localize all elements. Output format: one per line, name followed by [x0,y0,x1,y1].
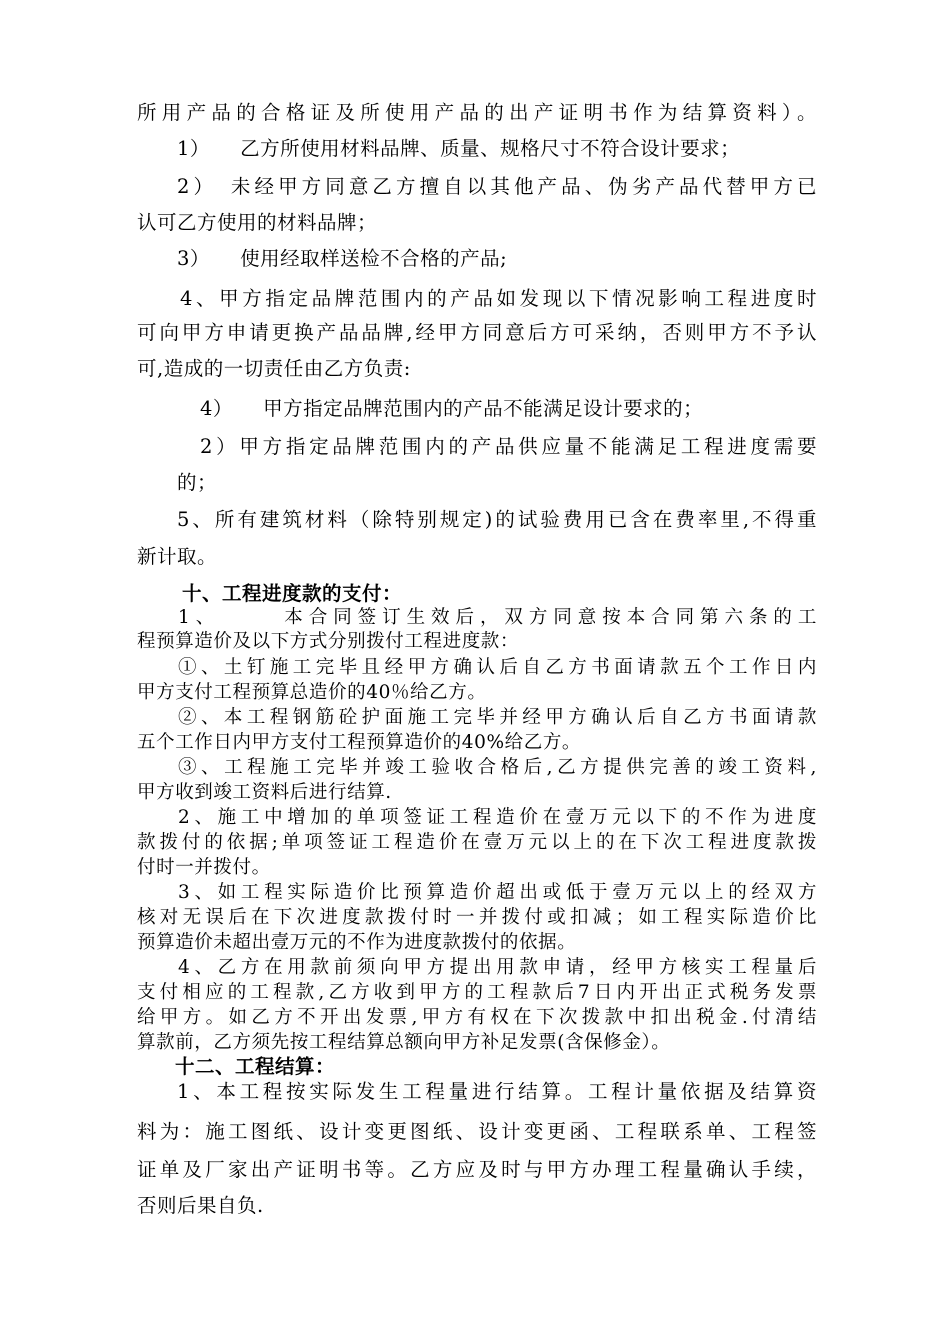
paragraph-line: 付时一并拨付。 [137,857,271,878]
section-heading-10: 十、工程进度款的支付： [182,582,403,605]
paragraph-line: 核对无误后在下次进度款拨付时一并拨付或扣减；如工程实际造价比 [137,907,817,928]
clause-10-3: 3、如工程实际造价比预算造价超出或低于壹万元以上的经双方 [178,882,817,903]
list-item-2: 2） 未经甲方同意乙方擅自以其他产品、伪劣产品代替甲方已 [177,175,817,198]
list-item-3: 3） 使用经取样送检不合格的产品; [177,247,508,270]
payment-item-1: ①、土钉施工完毕且经甲方确认后自乙方书面请款五个工作日内 [178,657,817,678]
paragraph-line: 所用产品的合格证及所使用产品的出产证明书作为结算资料）。 [137,101,817,124]
paragraph-line: 五个工作日内甲方支付工程预算造价的40%给乙方。 [137,732,582,753]
paragraph-line: 给甲方。如乙方不开出发票,甲方有权在下次拨款中扣出税金.付清结 [137,1007,817,1028]
list-item-1: 1） 乙方所使用材料品牌、质量、规格尺寸不符合设计要求； [177,137,741,160]
clause-12-1: 1、本工程按实际发生工程量进行结算。工程计量依据及结算资 [177,1080,817,1103]
paragraph-line: 算款前，乙方须先按工程结算总额向甲方补足发票(含保修金）。 [137,1032,671,1053]
payment-item-3: ③、工程施工完毕并竣工验收合格后,乙方提供完善的竣工资料, [178,757,817,778]
clause-5: 5、所有建筑材料（除特别规定)的试验费用已含在费率里,不得重 [177,508,817,531]
paragraph-line: 支付相应的工程款,乙方收到甲方的工程款后7日内开出正式税务发票 [137,982,817,1003]
paragraph-line: 否则后果自负. [137,1194,264,1217]
clause-4: 4、甲方指定品牌范围内的产品如发现以下情况影响工程进度时 [180,287,817,310]
clause-10-1: 1、 本合同签订生效后，双方同意按本合同第六条的工 [178,607,817,628]
paragraph-line: 程预算造价及以下方式分别拨付工程进度款： [137,631,520,652]
list-item-4: 4） 甲方指定品牌范围内的产品不能满足设计要求的； [200,397,704,420]
list-item-2b: 2）甲方指定品牌范围内的产品供应量不能满足工程进度需要 [200,435,817,458]
paragraph-line: 的； [177,471,218,494]
paragraph-line: 新计取。 [137,545,218,568]
clause-10-2: 2、施工中增加的单项签证工程造价在壹万元以下的不作为进度 [178,807,817,828]
paragraph-line: 认可乙方使用的材料品牌； [137,211,378,234]
section-heading-12: 十二、工程结算： [175,1055,336,1078]
paragraph-line: 款拨付的依据;单项签证工程造价在壹万元以上的在下次工程进度款拨 [137,832,817,853]
paragraph-line: 料为：施工图纸、设计变更图纸、设计变更函、工程联系单、工程签 [137,1120,817,1143]
paragraph-line: 证单及厂家出产证明书等。乙方应及时与甲方办理工程量确认手续， [137,1158,817,1181]
paragraph-line: 甲方收到竣工资料后进行结算. [137,782,392,803]
paragraph-line: 可向甲方申请更换产品品牌,经甲方同意后方可采纳，否则甲方不予认 [137,321,817,344]
paragraph-line: 甲方支付工程预算总造价的40％给乙方。 [137,682,487,703]
paragraph-line: 可,造成的一切责任由乙方负责: [137,357,411,380]
paragraph-line: 预算造价未超出壹万元的不作为进度款拨付的依据。 [137,932,577,953]
clause-10-4: 4、乙方在用款前须向甲方提出用款申请，经甲方核实工程量后 [178,957,817,978]
payment-item-2: ②、本工程钢筋砼护面施工完毕并经甲方确认后自乙方书面请款 [178,707,817,728]
